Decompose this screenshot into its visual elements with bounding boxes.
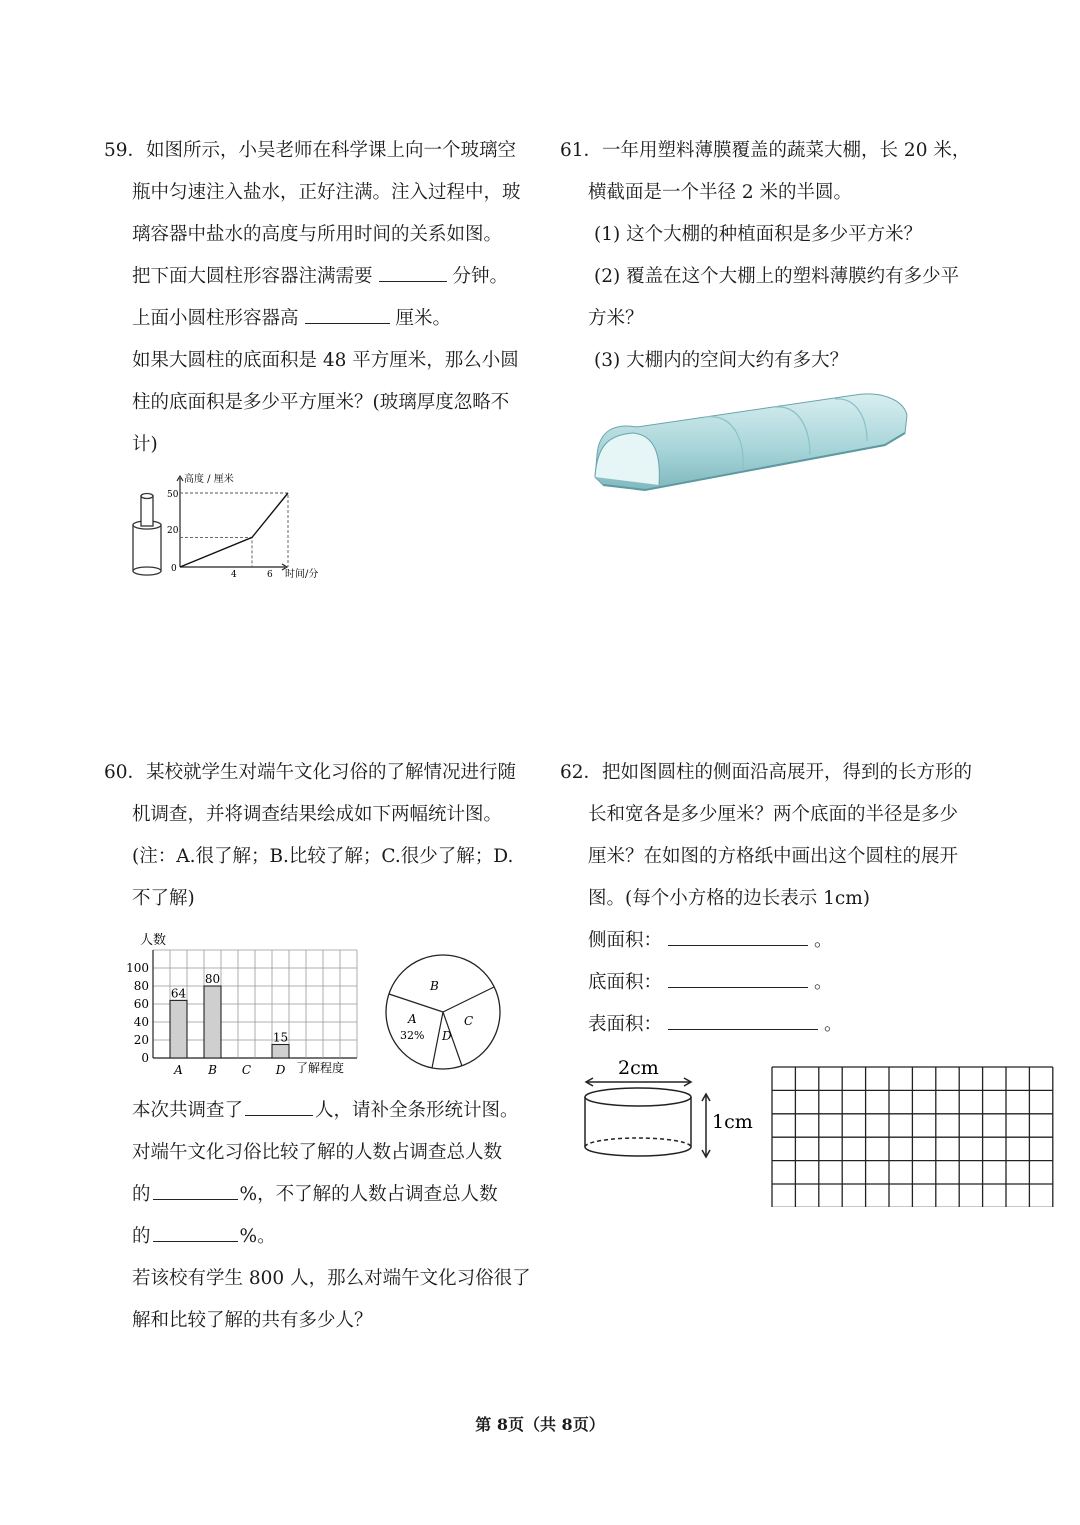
answer-blank[interactable] xyxy=(153,1177,238,1200)
cylinder-width-label: 2cm xyxy=(618,1057,659,1079)
q62-surface-label: 表面积： xyxy=(588,1014,663,1035)
q60-blank1-suffix: 人，请补全条形统计图。 xyxy=(315,1100,519,1121)
question-60-cont xyxy=(104,1090,531,1342)
q61-line-1: 61．一年用塑料薄膜覆盖的蔬菜大棚，长 20 米， xyxy=(560,140,971,161)
q59-line-6: 如果大圆柱的底面积是 48 平方厘米，那么小圆 xyxy=(132,350,519,371)
bar xyxy=(170,1000,187,1058)
pie-label-d: D xyxy=(442,1029,452,1043)
q59-line-4 xyxy=(104,256,521,298)
q59-line-5 xyxy=(104,298,521,340)
q62-line-6 xyxy=(560,962,972,1004)
bar-category-label: C xyxy=(241,1063,252,1077)
q60-blank3-prefix: 的 xyxy=(132,1226,151,1247)
bar-chart-categories xyxy=(173,1063,286,1077)
q59-line-7: 柱的底面积是多少平方厘米？(玻璃厚度忽略不 xyxy=(132,392,510,413)
pie-label-a: A xyxy=(408,1012,417,1026)
q60-line-6: 对端午文化习俗比较了解的人数占调查总人数 xyxy=(132,1142,503,1163)
bar-ytick-label: 20 xyxy=(133,1033,149,1047)
graph-ytick-20: 20 xyxy=(167,526,179,536)
answer-blank[interactable] xyxy=(153,1219,238,1242)
graph-y-label: 高度 / 厘米 xyxy=(184,474,234,485)
graph-xtick-6: 6 xyxy=(267,570,273,580)
cylinder-height-label: 1cm xyxy=(712,1111,753,1133)
bar xyxy=(272,1045,289,1059)
pie-chart xyxy=(378,950,508,1074)
bar-ytick-label: 80 xyxy=(133,979,149,993)
greenhouse-illustration xyxy=(585,385,915,500)
q62-lateral-end: 。 xyxy=(814,930,833,951)
q60-blank2-prefix: 的 xyxy=(132,1184,151,1205)
bar-category-label: B xyxy=(208,1063,217,1077)
page-footer: 第 8页（共 8页） xyxy=(475,1415,605,1434)
bar-chart-yticks xyxy=(126,961,149,1065)
bar-ytick-label: 60 xyxy=(133,997,149,1011)
q60-line-1: 60．某校就学生对端午文化习俗的了解情况进行随 xyxy=(104,762,517,783)
q60-line-8 xyxy=(104,1216,531,1258)
q59-blank1-suffix: 分钟。 xyxy=(452,266,509,287)
q62-surface-end: 。 xyxy=(824,1014,843,1035)
graph-ytick-50: 50 xyxy=(167,490,179,500)
answer-blank[interactable] xyxy=(668,965,808,988)
answer-blank[interactable] xyxy=(379,259,447,282)
q61-line-4: (2) 覆盖在这个大棚上的塑料薄膜约有多少平 xyxy=(594,266,960,287)
cylinder-top xyxy=(585,1088,691,1106)
q62-line-5 xyxy=(560,920,972,962)
grid-paper[interactable] xyxy=(770,1065,1054,1207)
pie-label-b: B xyxy=(430,979,439,993)
q59-line-3: 璃容器中盐水的高度与所用时间的关系如图。 xyxy=(132,224,503,245)
graph-xtick-4: 4 xyxy=(231,570,237,580)
bar-chart-bars xyxy=(170,972,289,1058)
answer-blank[interactable] xyxy=(668,923,808,946)
line-graph-plot xyxy=(180,493,288,567)
q59-line-1: 59．如图所示，小吴老师在科学课上向一个玻璃空 xyxy=(104,140,517,161)
q59-blank1-prefix: 把下面大圆柱形容器注满需要 xyxy=(132,266,373,287)
q61-line-5: 方米？ xyxy=(588,308,644,329)
line-graph-axes xyxy=(177,476,287,570)
q59-line-8: 计) xyxy=(132,434,158,455)
q62-lateral-label: 侧面积： xyxy=(588,930,663,951)
q62-line-4: 图。(每个小方格的边长表示 1cm) xyxy=(588,888,870,909)
graph-x-label: 时间/分 xyxy=(285,569,319,580)
q62-base-label: 底面积： xyxy=(588,972,663,993)
q61-line-2: 横截面是一个半径 2 米的半圆。 xyxy=(588,182,853,203)
q60-line-4: 不了解) xyxy=(132,888,195,909)
q62-line-1: 62．把如图圆柱的侧面沿高展开，得到的长方形的 xyxy=(560,762,973,783)
q60-blank3-suffix: %。 xyxy=(239,1226,276,1247)
q60-line-10: 解和比较了解的共有多少人？ xyxy=(132,1310,373,1331)
q61-line-3: (1) 这个大棚的种植面积是多少平方米？ xyxy=(594,224,923,245)
answer-blank[interactable] xyxy=(245,1093,313,1116)
bar-value-label: 80 xyxy=(204,972,221,986)
bar xyxy=(204,986,221,1058)
bar-chart-x-label: 了解程度 xyxy=(296,1061,345,1075)
q62-line-2: 长和宽各是多少厘米？两个底面的半径是多少 xyxy=(588,804,959,825)
question-60 xyxy=(104,752,516,920)
bar-ytick-label: 0 xyxy=(141,1051,149,1065)
pie-label-c: C xyxy=(464,1014,474,1028)
answer-blank[interactable] xyxy=(668,1007,818,1030)
question-62 xyxy=(560,752,972,1046)
question-59 xyxy=(104,130,521,466)
q59-line-2: 瓶中匀速注入盐水，正好注满。注入过程中，玻 xyxy=(132,182,521,203)
q62-base-end: 。 xyxy=(814,972,833,993)
bar-ytick-label: 40 xyxy=(133,1015,149,1029)
q60-line-5 xyxy=(104,1090,531,1132)
bar-category-label: D xyxy=(275,1063,286,1077)
q60-line-9: 若该校有学生 800 人，那么对端午文化习俗很了 xyxy=(132,1268,531,1289)
bottle-illustration xyxy=(133,494,161,576)
q62-line-3: 厘米？在如图的方格纸中画出这个圆柱的展开 xyxy=(588,846,959,867)
bar-chart-y-label: 人数 xyxy=(140,933,167,948)
bar-ytick-label: 100 xyxy=(126,961,149,975)
q62-line-7 xyxy=(560,1004,972,1046)
q59-blank2-suffix: 厘米。 xyxy=(395,308,452,329)
guide-line-50 xyxy=(180,493,288,567)
series-line xyxy=(180,493,288,567)
q60-line-7 xyxy=(104,1174,531,1216)
bar-value-label: 15 xyxy=(272,1030,289,1045)
bar-value-label: 64 xyxy=(170,986,187,1001)
answer-blank[interactable] xyxy=(305,301,390,324)
bar-chart xyxy=(118,925,368,1083)
q60-line-3: (注：A.很了解；B.比较了解；C.很少了解；D. xyxy=(132,846,514,867)
graph-ytick-0: 0 xyxy=(171,564,177,574)
q59-figure xyxy=(120,470,340,585)
q61-line-6: (3) 大棚内的空间大约有多大？ xyxy=(594,350,849,371)
question-61 xyxy=(560,130,970,382)
q59-blank2-prefix: 上面小圆柱形容器高 xyxy=(132,308,299,329)
pie-annotation-a: 32% xyxy=(400,1029,425,1042)
q60-blank2-suffix: %，不了解的人数占调查总人数 xyxy=(239,1184,498,1205)
cylinder-figure xyxy=(578,1052,758,1162)
q60-blank1-prefix: 本次共调查了 xyxy=(132,1100,244,1121)
bar-category-label: A xyxy=(174,1063,183,1077)
q60-line-2: 机调查，并将调查结果绘成如下两幅统计图。 xyxy=(132,804,503,825)
